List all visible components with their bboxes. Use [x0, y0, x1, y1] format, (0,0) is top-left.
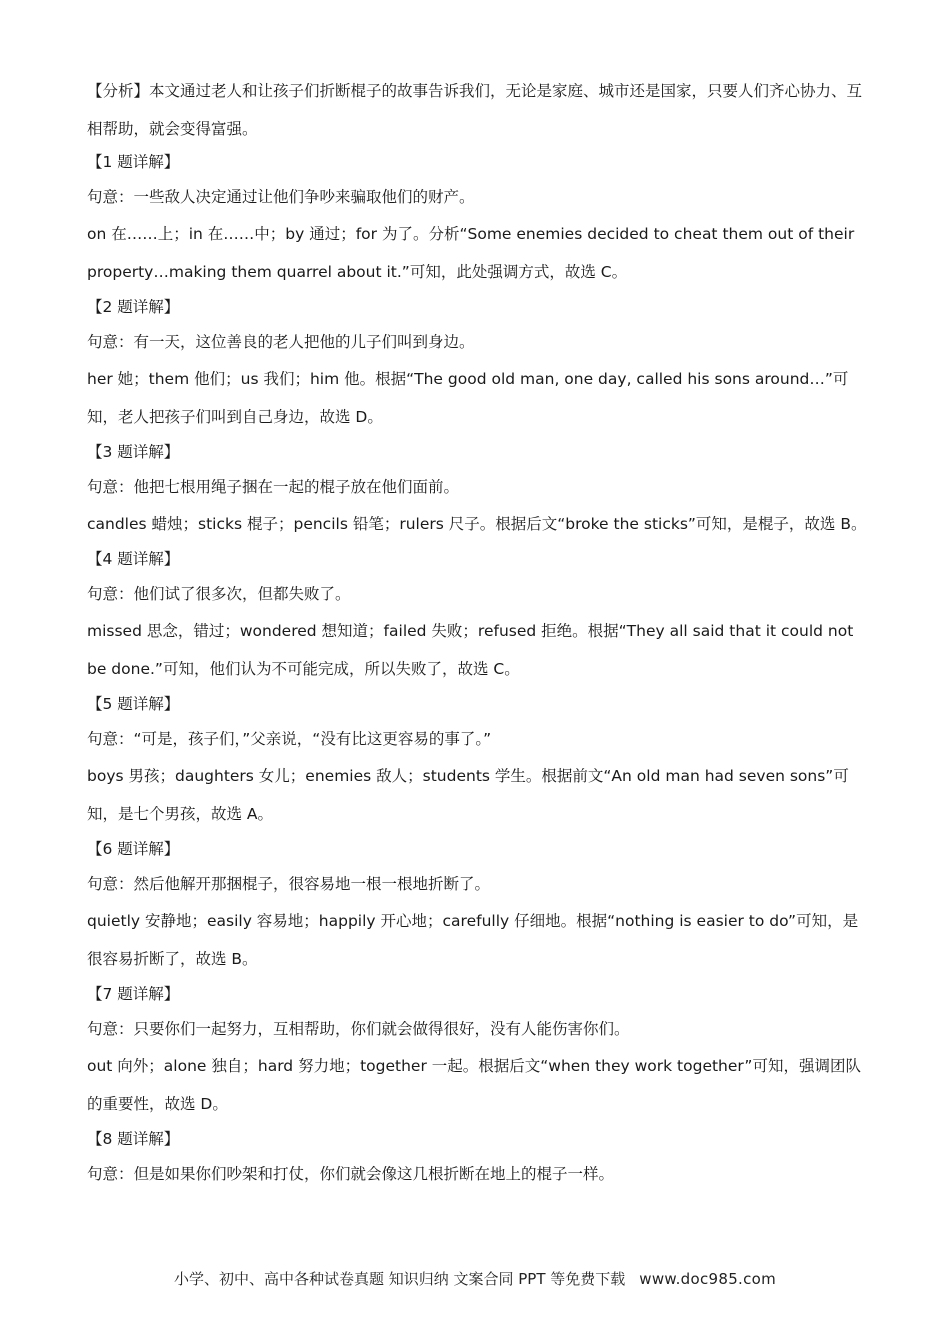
document-body: [87, 72, 867, 1192]
option-explanation: candles 蜡烛；sticks 棍子；pencils 铅笔；rulers 尺子。根据后文“broke the sticks”可知，是棍子，故选 B。: [87, 515, 867, 533]
section-heading: 【6 题详解】: [87, 840, 180, 858]
question-section-8: [87, 1123, 867, 1192]
question-section-6: [87, 833, 867, 978]
sentence-translation: 句意：他们试了很多次，但都失败了。: [87, 585, 351, 603]
question-section-1: [87, 146, 867, 291]
question-section-4: [87, 543, 867, 688]
section-heading: 【7 题详解】: [87, 985, 180, 1003]
section-heading: 【5 题详解】: [87, 695, 180, 713]
question-section-2: [87, 291, 867, 436]
footer-site-link[interactable]: www.doc985.com: [639, 1270, 777, 1288]
question-section-7: [87, 978, 867, 1123]
sentence-translation: 句意：“可是，孩子们，”父亲说，“没有比这更容易的事了。”: [87, 730, 492, 748]
section-heading: 【3 题详解】: [87, 443, 180, 461]
sentence-translation: 句意：有一天，这位善良的老人把他的儿子们叫到身边。: [87, 333, 475, 351]
page-footer: [0, 1268, 950, 1289]
question-section-3: [87, 436, 867, 543]
question-section-5: [87, 688, 867, 833]
option-explanation: boys 男孩；daughters 女儿；enemies 敌人；students 学生。根据前文“An old man had seven sons”可知，是七个男孩，故选 A。: [87, 767, 849, 823]
option-explanation: missed 思念，错过；wondered 想知道；failed 失败；refused 拒绝。根据“They all said that it could not be done.”可知，他们认为不可能完成，所以失败了，故选 C。: [87, 622, 854, 678]
sentence-translation: 句意：他把七根用绳子捆在一起的棍子放在他们面前。: [87, 478, 460, 496]
sentence-translation: 句意：只要你们一起努力，互相帮助，你们就会做得很好，没有人能伤害你们。: [87, 1020, 630, 1038]
sentence-translation: 句意：然后他解开那捆棍子，很容易地一根一根地折断了。: [87, 875, 491, 893]
section-heading: 【4 题详解】: [87, 550, 180, 568]
section-heading: 【1 题详解】: [87, 153, 180, 171]
analysis-paragraph: 【分析】本文通过老人和让孩子们折断棍子的故事告诉我们，无论是家庭、城市还是国家，只要人们齐心协力、互相帮助，就会变得富强。: [87, 82, 863, 138]
footer-text: 小学、初中、高中各种试卷真题 知识归纳 文案合同 PPT 等免费下载: [173, 1270, 626, 1288]
sentence-translation: 句意：一些敌人决定通过让他们争吵来骗取他们的财产。: [87, 188, 475, 206]
section-heading: 【8 题详解】: [87, 1130, 180, 1148]
option-explanation: out 向外；alone 独自；hard 努力地；together 一起。根据后文“when they work together”可知，强调团队的重要性，故选 D。: [87, 1057, 861, 1113]
section-heading: 【2 题详解】: [87, 298, 180, 316]
option-explanation: quietly 安静地；easily 容易地；happily 开心地；carefully 仔细地。根据“nothing is easier to do”可知，是很容易折断了，故选 B。: [87, 912, 859, 968]
sentence-translation: 句意：但是如果你们吵架和打仗，你们就会像这几根折断在地上的棍子一样。: [87, 1165, 615, 1183]
option-explanation: on 在……上；in 在……中；by 通过；for 为了。分析“Some enemies decided to cheat them out of their property…making them quarrel about it.”可知，此处强调方式，故选 C。: [87, 225, 855, 281]
option-explanation: her 她；them 他们；us 我们；him 他。根据“The good old man, one day, called his sons around…”可知，老人把孩子们叫到自己身边，故选 D。: [87, 370, 849, 426]
